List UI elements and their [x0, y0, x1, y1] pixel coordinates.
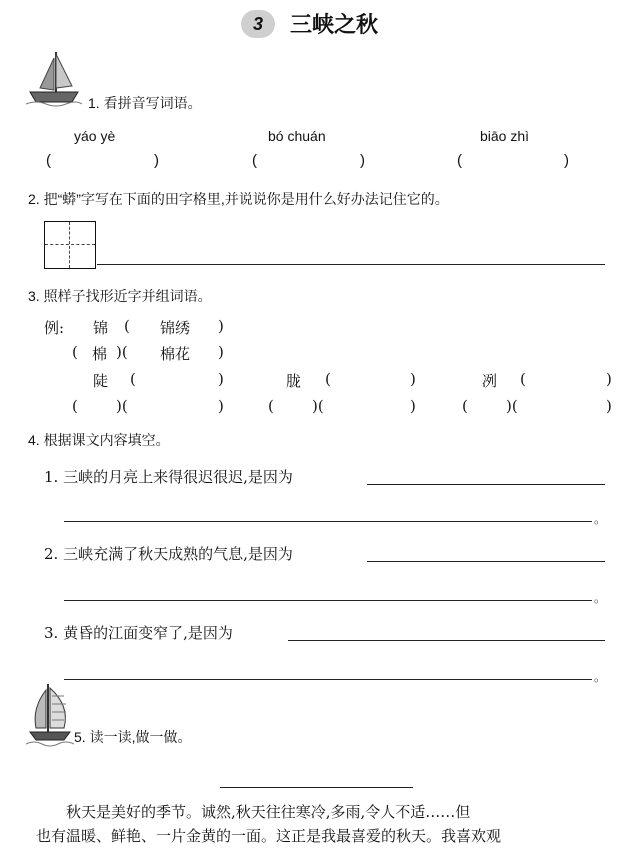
fill-item-1: 1. 三峡的月亮上来得很迟很迟,是因为 — [44, 468, 293, 486]
answer-line-4-3a[interactable] — [288, 640, 605, 641]
answer-line-4-2a[interactable] — [367, 561, 605, 562]
answer-line-4-1a[interactable] — [367, 484, 605, 485]
answer-line-4-2b[interactable] — [64, 600, 592, 601]
question-3-label: 3. 照样子找形近字并组词语。 — [28, 288, 212, 304]
question-2-label: 2. 把“蟒”字写在下面的田字格里,并说说你是用什么好办法记住它的。 — [28, 191, 449, 207]
passage-line-1: 秋天是美好的季节。诚然,秋天往往寒冷,多雨,令人不适……但 — [66, 803, 471, 821]
example-word-1: 锦绣 — [160, 319, 191, 337]
question-1-label: 1. 看拼音写词语。 — [88, 95, 202, 111]
passage-line-2: 也有温暖、鲜艳、一片金黄的一面。这正是我最喜爱的秋天。我喜欢观 — [36, 827, 502, 845]
sailboat-illustration-icon — [26, 48, 82, 108]
question-4-label: 4. 根据课文内容填空。 — [28, 432, 170, 448]
sailboat-illustration-icon — [26, 682, 74, 748]
example-char-1: 锦 — [93, 319, 109, 337]
passage-title-blank[interactable] — [220, 787, 413, 788]
answer-box-1[interactable] — [60, 152, 150, 172]
paren-open: ( — [252, 152, 257, 169]
paren-close: ) — [360, 152, 365, 169]
paren-close: ) — [154, 152, 159, 169]
answer-box-3[interactable] — [471, 152, 561, 172]
shape-char-3: 冽 — [482, 372, 498, 390]
pinyin-3: biāo zhì — [480, 128, 530, 144]
answer-line-4-1b[interactable] — [64, 521, 592, 522]
end-mark: 。 — [594, 591, 607, 605]
grid-vertical-guide — [69, 222, 70, 268]
end-mark: 。 — [594, 512, 607, 526]
example-word-2: 棉花 — [160, 345, 191, 363]
fill-item-2: 2. 三峡充满了秋天成熟的气息,是因为 — [44, 545, 293, 563]
example-prefix: 例: — [44, 319, 65, 337]
shape-char-2: 胧 — [286, 372, 302, 390]
answer-line-4-3b[interactable] — [64, 679, 592, 680]
answer-line-q2[interactable] — [97, 264, 605, 265]
paren-open: ( — [46, 152, 51, 169]
tianzige-grid[interactable] — [44, 221, 96, 269]
example-char-2: 棉 — [92, 345, 108, 363]
answer-box-2[interactable] — [266, 152, 356, 172]
pinyin-2: bó chuán — [268, 128, 326, 144]
paren-open: ( — [457, 152, 462, 169]
grid-horizontal-guide — [45, 244, 95, 245]
pinyin-1: yáo yè — [74, 128, 116, 144]
question-5-label: 5. 读一读,做一做。 — [74, 729, 192, 745]
fill-item-3: 3. 黄昏的江面变窄了,是因为 — [44, 624, 233, 642]
paren-close: ) — [564, 152, 569, 169]
lesson-title: 三峡之秋 — [290, 12, 379, 38]
lesson-number-badge: 3 — [241, 10, 275, 38]
end-mark: 。 — [594, 670, 607, 684]
shape-char-1: 陡 — [93, 372, 109, 390]
